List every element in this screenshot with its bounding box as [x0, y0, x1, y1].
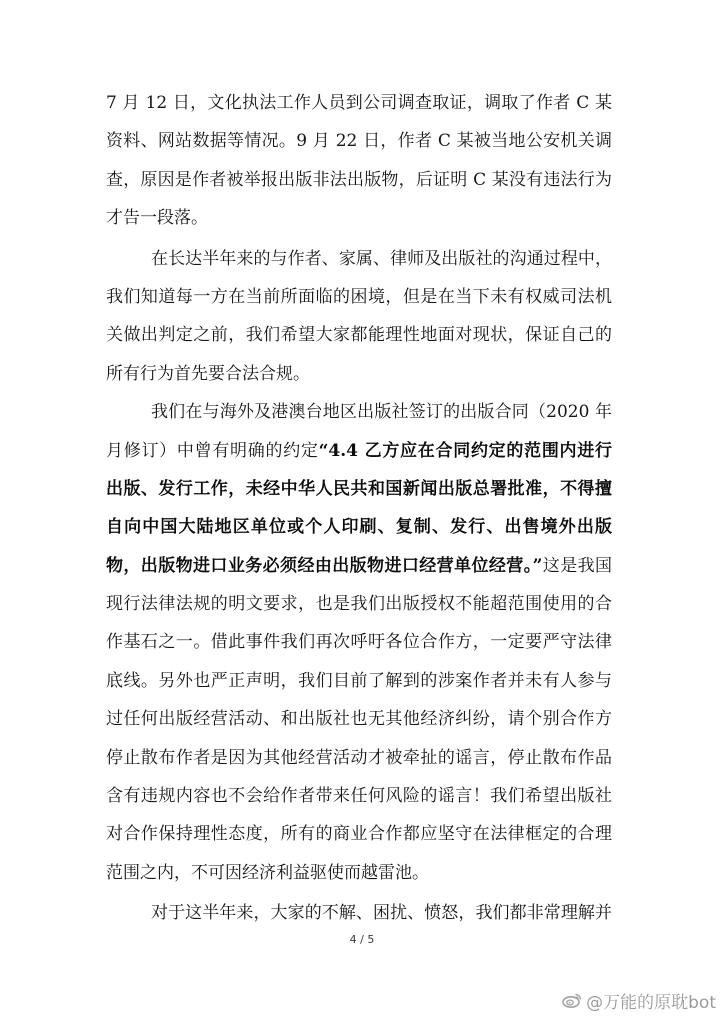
- text-line: 我们知道每一方在当前所面临的困境，但是在当下未有权威司法机: [106, 286, 612, 307]
- paragraph: [106, 240, 612, 394]
- paragraph: [106, 894, 612, 932]
- text-line: 关做出判定之前，我们希望大家都能理性地面对现状，保证自己的: [106, 325, 612, 346]
- text-line: 才告一段落。: [106, 208, 208, 229]
- text-line: 现行法律法规的明文要求，也是我们出版授权不能超范围使用的合: [106, 594, 612, 615]
- emphasized-quote-line: 出版、发行工作，未经中华人民共和国新闻出版总署批准，不得擅: [106, 478, 612, 499]
- text-line: 我们在与海外及港澳台地区出版社签订的出版合同（2020 年: [151, 402, 612, 423]
- emphasized-quote-line: 自向中国大陆地区单位或个人印刷、复制、发行、出售境外出版: [106, 517, 612, 538]
- text-line: 过任何出版经营活动、和出版社也无其他经济纠纷，请个别合作方: [106, 709, 612, 730]
- text-line: 查，原因是作者被举报出版非法出版物，后证明 C 某没有违法行为: [106, 169, 612, 190]
- weibo-logo-icon: [562, 992, 582, 1008]
- text-line: 资料、网站数据等情况。9 月 22 日，作者 C 某被当地公安机关调: [106, 131, 612, 152]
- text-line: 7 月 12 日，文化执法工作人员到公司调查取证，调取了作者 C 某: [106, 93, 612, 113]
- emphasized-quote: 物，出版物进口业务必须经由出版物进口经营单位经营。”: [106, 555, 543, 576]
- paragraph: [106, 393, 612, 892]
- text-line: 在长达半年来的与作者、家属、律师及出版社的沟通过程中，: [151, 248, 612, 269]
- text-line: 作基石之一。借此事件我们再次呼吁各位合作方，一定要严守法律: [106, 632, 612, 653]
- text-line: 所有行为首先要合法合规。: [106, 363, 310, 384]
- text-line: 对合作保持理性态度，所有的商业合作都应坚守在法律框定的合理: [106, 824, 612, 845]
- emphasized-quote: “4.4 乙方应在合同约定的范围内进行: [318, 440, 612, 461]
- paragraph: [106, 84, 612, 238]
- document-body: [106, 84, 612, 933]
- watermark-text: @万能的原耽bot: [586, 992, 716, 1013]
- text-line: 对于这半年来，大家的不解、困扰、愤怒，我们都非常理解并: [151, 903, 612, 924]
- text-line: [106, 547, 612, 585]
- text-line: [106, 432, 612, 470]
- text-line: 停止散布作者是因为其他经营活动才被牵扯的谣言，停止散布作品: [106, 747, 612, 768]
- text-segment: 月修订）中曾有明确的约定: [106, 440, 319, 461]
- text-segment: 这是我国: [542, 555, 612, 576]
- text-line: 范围之内，不可因经济利益驱使而越雷池。: [106, 862, 429, 883]
- text-line: 底线。另外也严正声明，我们目前了解到的涉案作者并未有人参与: [106, 670, 612, 691]
- page-number: 4 / 5: [349, 933, 375, 946]
- watermark: [562, 988, 716, 1012]
- text-line: 含有违规内容也不会给作者带来任何风险的谣言！我们希望出版社: [106, 786, 612, 807]
